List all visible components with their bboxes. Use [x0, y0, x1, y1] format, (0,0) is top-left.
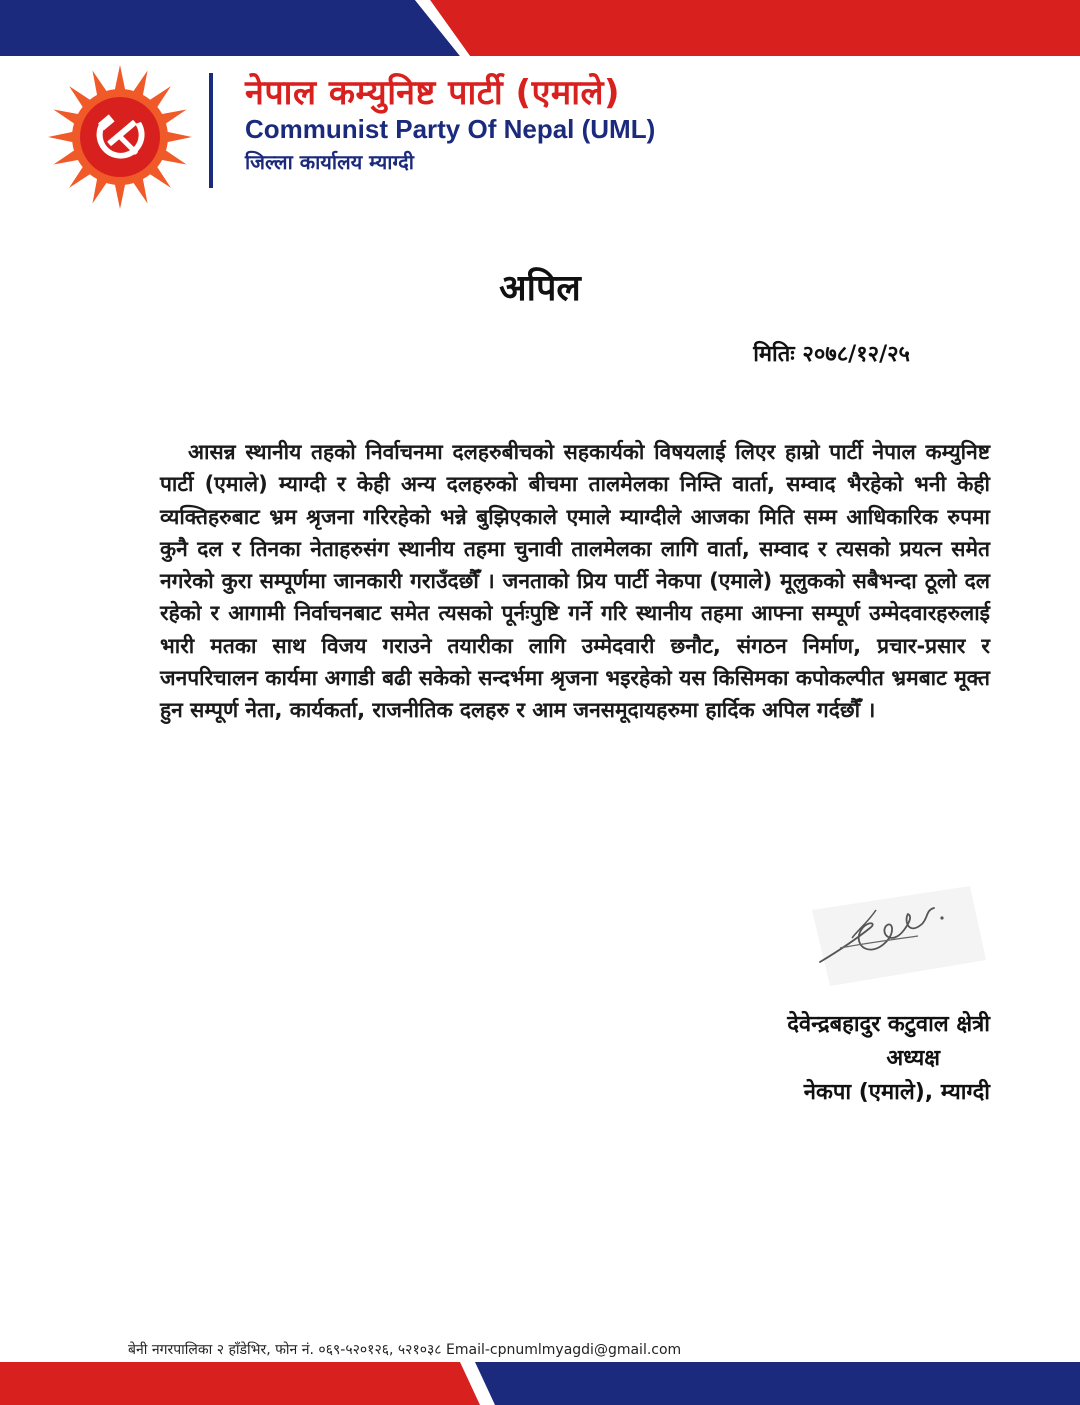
party-logo-icon — [45, 62, 195, 212]
party-name-english: Communist Party Of Nepal (UML) — [245, 114, 656, 144]
document-date: मितिः २०७८/१२/२५ — [753, 342, 910, 367]
party-name-nepali: नेपाल कम्युनिष्ट पार्टी (एमाले) — [245, 73, 621, 113]
sun-ray-icon — [114, 65, 125, 91]
sun-ray-icon — [166, 131, 192, 142]
top-color-band — [0, 0, 1080, 56]
sun-ray-icon — [114, 183, 125, 209]
bottom-color-band — [0, 1362, 1080, 1405]
signatory-name: देवेन्द्रबहादुर कटुवाल क्षेत्री — [787, 1012, 990, 1037]
signatory-role: अध्यक्ष — [886, 1046, 940, 1071]
signatory-organization: नेकपा (एमाले), म्याग्दी — [803, 1080, 990, 1105]
document-body: आसन्न स्थानीय तहको निर्वाचनमा दलहरुबीचको सहकार्यको विषयलाई लिएर हाम्रो पार्टी नेपाल कम्युनिष्ट पार्टी (एमाले) म्याग्दी र केही अन्य दलहरुको बीचमा तालमेलका निम्ति वार्ता, सम्वाद भैरहेको भनी केही व्यक्तिहरुबाट भ्रम श्रृजना गरिरहेको भन्ने बुझिएकाले एमाले म्याग्दीले आजका मिति सम्म आधिकारिक रुपमा कुनै दल र तिनका नेताहरुसंग स्थानीय तहमा चुनावी तालमेलका लागि वार्ता, सम्वाद र त्यसको प्रयत्न समेत नगरेको कुरा सम्पूर्णमा जानकारी गराउँदछौँ । जनताको प्रिय पार्टी नेकपा (एमाले) मूलुकको सबैभन्दा ठूलो दल रहेको र आगामी निर्वाचनबाट समेत त्यसको पूर्नःपुष्टि गर्ने गरि स्थानीय तहमा आफ्ना सम्पूर्ण उम्मेदवारहरुलाई भारी मतका साथ विजय गराउने तयारीका लागि उम्मेदवारी छनौट, संगठन निर्माण, प्रचार-प्रसार र जनपरिचालन कार्यमा अगाडी बढी सकेको सन्दर्भमा श्रृजना भइरहेको यस किसिमका कपोकल्पीत भ्रमबाट मूक्त हुन सम्पूर्ण नेता, कार्यकर्ता, राजनीतिक दलहरु र आम जनसमूदायहरुमा हार्दिक अपिल गर्दछौँ । — [160, 440, 990, 723]
sun-ray-icon — [48, 131, 74, 142]
district-office: जिल्ला कार्यालय म्याग्दी — [245, 150, 414, 174]
document-title: अपिल — [499, 268, 581, 309]
handwritten-signature — [800, 880, 990, 990]
header-divider — [209, 73, 213, 188]
footer-contact: बेनी नगरपालिका २ हाँडेभिर, फोन नं. ०६९-५२०१२६, ५२१०३८ Email-cpnumlmyagdi@gmail.com — [128, 1342, 682, 1358]
